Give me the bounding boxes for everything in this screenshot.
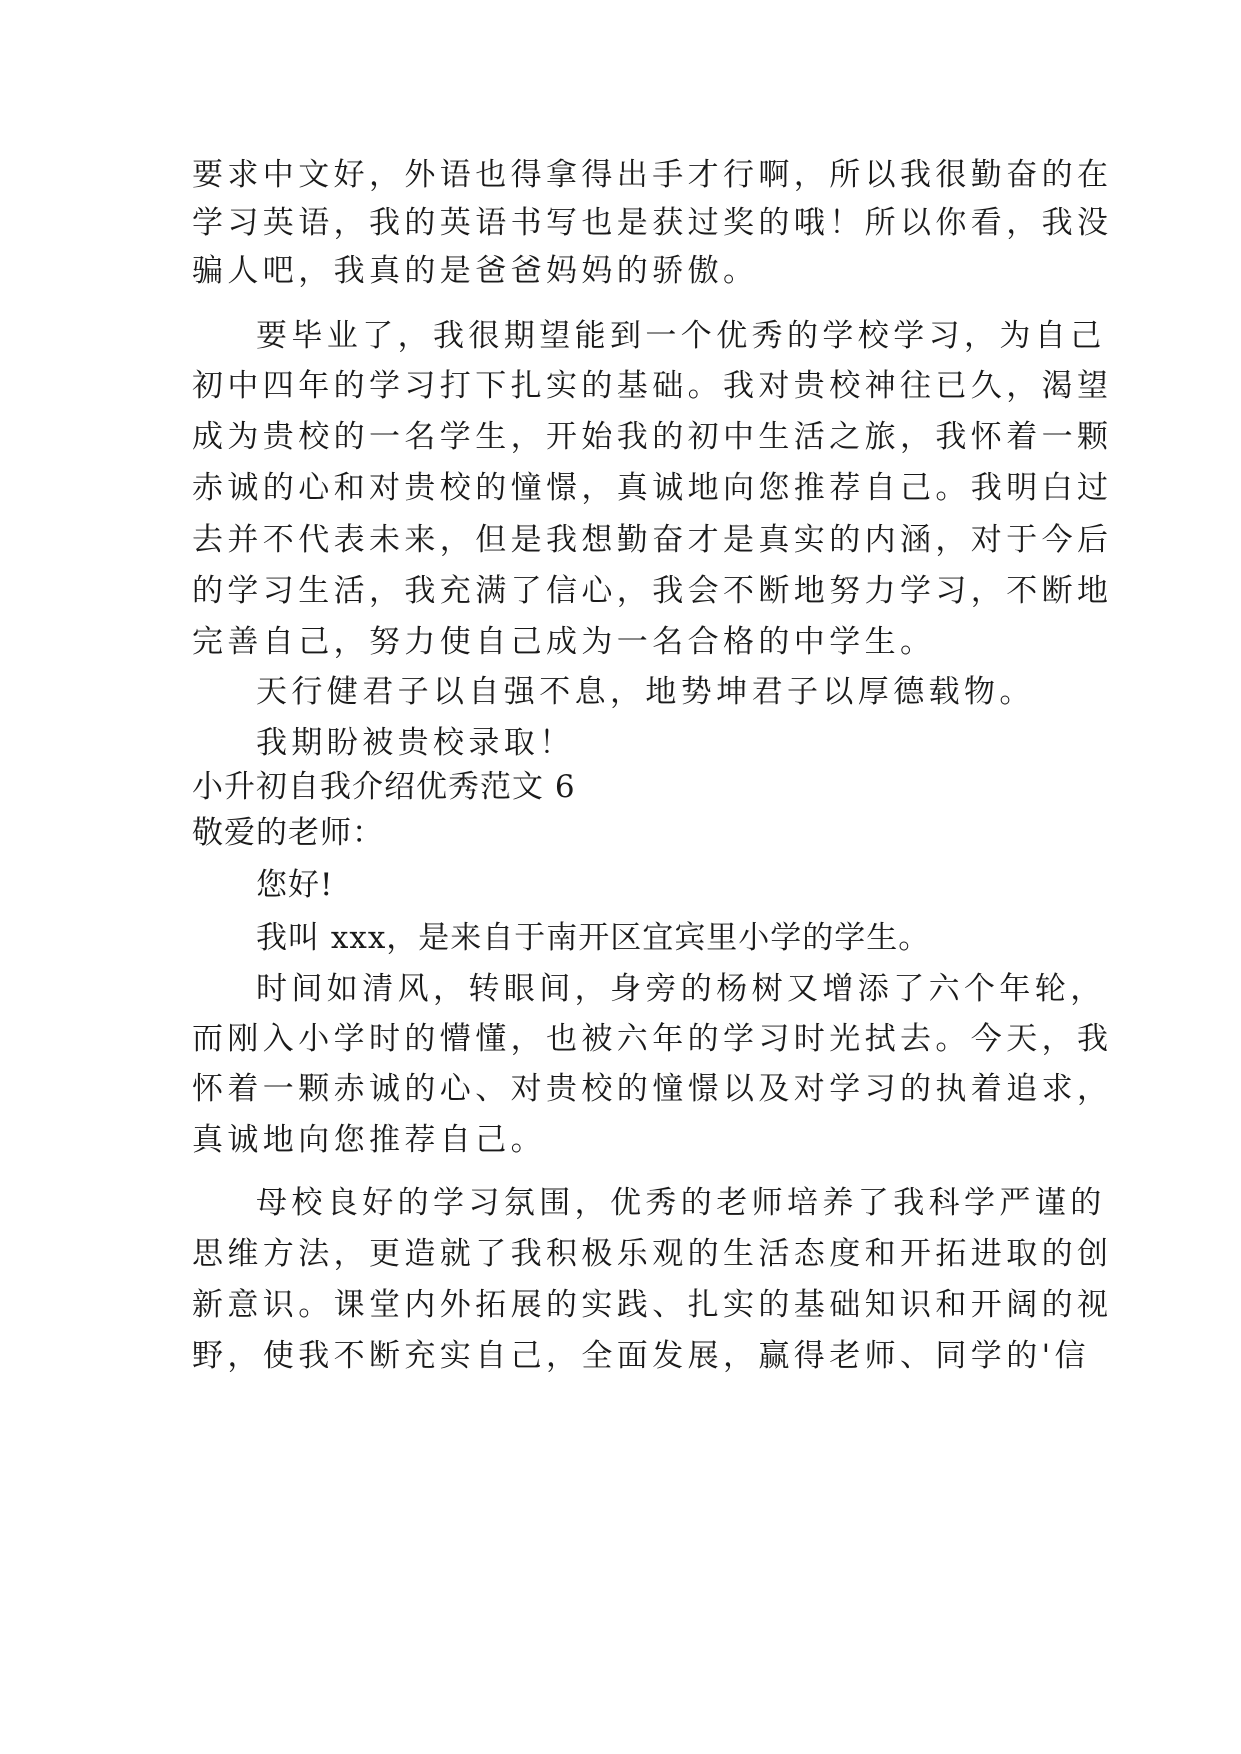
text-line: 而刚入小学时的懵懂，也被六年的学习时光拭去。今天，我 [192,1021,1113,1057]
text-line: 时间如清风，转眼间，身旁的杨树又增添了六个年轮， [256,971,1106,1007]
text-line: 野，使我不断充实自己，全面发展，赢得老师、同学的'信 [192,1338,1090,1374]
text-line: 要毕业了，我很期望能到一个优秀的学校学习，为自己 [256,318,1106,354]
text-line: 新意识。课堂内外拓展的实践、扎实的基础知识和开阔的视 [192,1287,1113,1323]
text-line: 完善自己，努力使自己成为一名合格的中学生。 [192,624,936,660]
text-line: 我期盼被贵校录取！ [256,725,575,761]
greeting: 您好! [256,867,334,903]
text-line: 学习英语，我的英语书写也是获过奖的哦！所以你看，我没 [192,205,1113,241]
text-line: 成为贵校的一名学生，开始我的初中生活之旅，我怀着一颗 [192,419,1113,455]
text-line: 我叫 xxx，是来自于南开区宜宾里小学的学生。 [256,920,931,956]
text-line: 怀着一颗赤诚的心、对贵校的憧憬以及对学习的执着追求， [192,1071,1113,1107]
text-line: 母校良好的学习氛围，优秀的老师培养了我科学严谨的 [256,1185,1106,1221]
text-line: 骗人吧，我真的是爸爸妈妈的骄傲。 [192,253,759,289]
text-line: 的学习生活，我充满了信心，我会不断地努力学习，不断地 [192,573,1113,609]
text-line: 去并不代表未来，但是我想勤奋才是真实的内涵，对于今后 [192,522,1113,558]
text-line: 初中四年的学习打下扎实的基础。我对贵校神往已久，渴望 [192,368,1113,404]
text-line: 真诚地向您推荐自己。 [192,1122,546,1158]
text-line: 天行健君子以自强不息，地势坤君子以厚德载物。 [256,674,1035,710]
section-heading: 小升初自我介绍优秀范文 6 [192,769,576,805]
text-line: 赤诚的心和对贵校的憧憬，真诚地向您推荐自己。我明白过 [192,470,1113,506]
text-line: 思维方法，更造就了我积极乐观的生活态度和开拓进取的创 [192,1236,1113,1272]
text-line: 要求中文好，外语也得拿得出手才行啊，所以我很勤奋的在 [192,157,1113,193]
salutation: 敬爱的老师： [192,815,384,851]
